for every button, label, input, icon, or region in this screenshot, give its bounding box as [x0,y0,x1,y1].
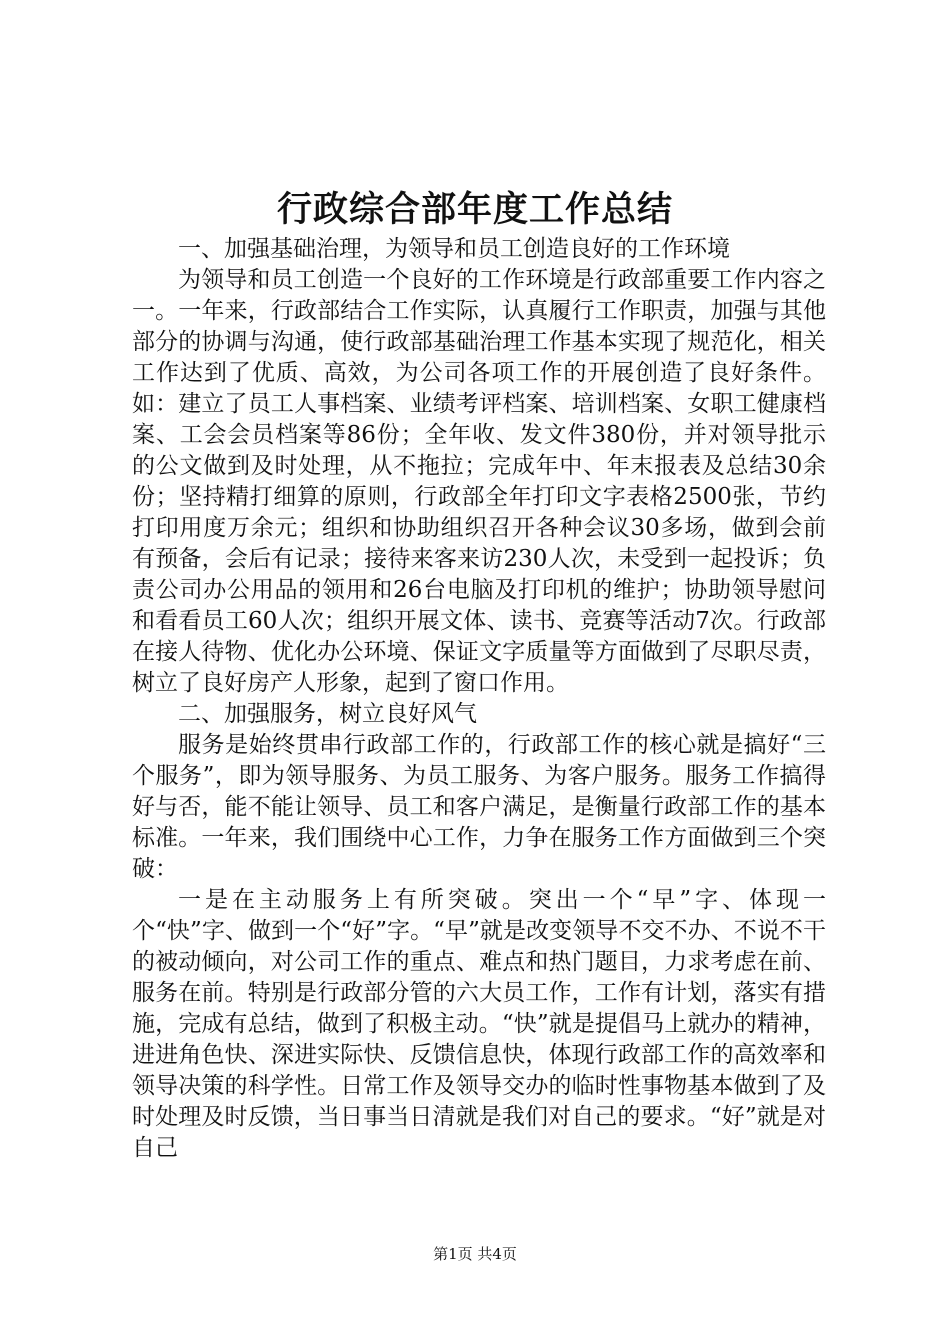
body-paragraph: 为领导和员工创造一个良好的工作环境是行政部重要工作内容之一。一年来，行政部结合工作实际，认真履行工作职责，加强与其他部分的协调与沟通，使行政部基础治理工作基本实现了规范化，相关工作达到了优质、高效，为公司各项工作的开展创造了良好条件。如：建立了员工人事档案、业绩考评档案、培训档案、女职工健康档案、工会会员档案等86份；全年收、发文件380份，并对领导批示的公文做到及时处理，从不拖拉；完成年中、年末报表及总结30余份；坚持精打细算的原则，行政部全年打印文字表格2500张，节约打印用度万余元；组织和协助组织召开各种会议30多场，做到会前有预备，会后有记录；接待来客来访230人次，未受到一起投诉；负责公司办公用品的领用和26台电脑及打印机的维护；协助领导慰问和看看员工60人次；组织开展文体、读书、竞赛等活动7次。行政部在接人待物、优化办公环境、保证文字质量等方面做到了尽职尽责，树立了良好房产人形象，起到了窗口作用。 [132,267,826,696]
body-paragraph: 一是在主动服务上有所突破。突出一个“早”字、体现一个“快”字、做到一个“好”字。“早”就是改变领导不交不办、不说不干的被动倾向，对公司工作的重点、难点和热门题目，力求考虑在前、服务在前。特别是行政部分管的六大员工作，工作有计划，落实有措施，完成有总结，做到了积极主动。“快”就是提倡马上就办的精神，进进角色快、深进实际快、反馈信息快，体现行政部工作的高效率和领导决策的科学性。日常工作及领导交办的临时性事物基本做到了及时处理及时反馈，当日事当日清就是我们对自己的要求。“好”就是对自己 [132,887,826,1161]
body-paragraph: 服务是始终贯串行政部工作的，行政部工作的核心就是搞好“三个服务”，即为领导服务、为员工服务、为客户服务。服务工作搞得好与否，能不能让领导、员工和客户满足，是衡量行政部工作的基本标准。一年来，我们围绕中心工作，力争在服务工作方面做到三个突破： [132,732,826,882]
document-title: 行政综合部年度工作总结 [276,190,673,230]
section-heading: 二、加强服务，树立良好风气 [178,701,477,727]
document-body [132,234,826,1164]
section-heading: 一、加强基础治理，为领导和员工创造良好的工作环境 [178,236,730,262]
page-number-footer: 第1页 共4页 [433,1245,517,1263]
